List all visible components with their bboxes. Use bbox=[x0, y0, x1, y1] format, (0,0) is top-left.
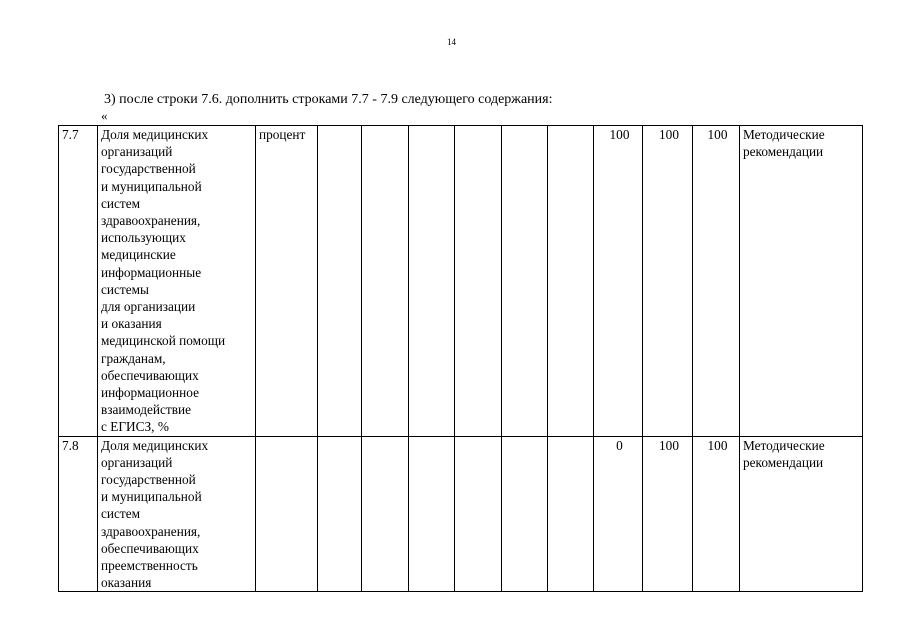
intro-text: 3) после строки 7.6. дополнить строками 7.7 - 7.9 следующего содержания: bbox=[104, 92, 553, 107]
table-row-7-8 bbox=[59, 436, 863, 592]
indicator-name: Доля медицинских организаций государственной и муниципальной систем здравоохранения, использующих медицинские информационные системы для организации и оказания медицинской помощи гражданам, обеспечивающих информационное взаимодействие с ЕГИСЗ, % bbox=[98, 126, 256, 437]
unit-of-measure bbox=[256, 436, 318, 592]
empty-cell bbox=[502, 436, 548, 592]
empty-cell bbox=[455, 436, 502, 592]
unit-of-measure: процент bbox=[256, 126, 318, 437]
row-number: 7.8 bbox=[59, 436, 98, 592]
value-cell: 100 bbox=[643, 126, 693, 437]
value-cell: 100 bbox=[643, 436, 693, 592]
empty-cell bbox=[409, 436, 455, 592]
table-row-7-7 bbox=[59, 126, 863, 437]
source-cell: Методические рекомендации bbox=[740, 126, 863, 437]
value-cell: 100 bbox=[594, 126, 643, 437]
opening-quote-mark: « bbox=[101, 108, 108, 123]
row-number: 7.7 bbox=[59, 126, 98, 437]
value-cell: 100 bbox=[693, 126, 740, 437]
source-cell: Методические рекомендации bbox=[740, 436, 863, 592]
empty-cell bbox=[548, 436, 594, 592]
value-cell: 100 bbox=[693, 436, 740, 592]
indicator-name: Доля медицинских организаций государственной и муниципальной систем здравоохранения, обеспечивающих преемственность оказания bbox=[98, 436, 256, 592]
empty-cell bbox=[318, 126, 362, 437]
value-cell: 0 bbox=[594, 436, 643, 592]
indicators-table bbox=[58, 125, 863, 592]
page-number: 14 bbox=[447, 37, 456, 47]
empty-cell bbox=[362, 436, 409, 592]
empty-cell bbox=[318, 436, 362, 592]
empty-cell bbox=[502, 126, 548, 437]
empty-cell bbox=[455, 126, 502, 437]
empty-cell bbox=[548, 126, 594, 437]
empty-cell bbox=[362, 126, 409, 437]
empty-cell bbox=[409, 126, 455, 437]
